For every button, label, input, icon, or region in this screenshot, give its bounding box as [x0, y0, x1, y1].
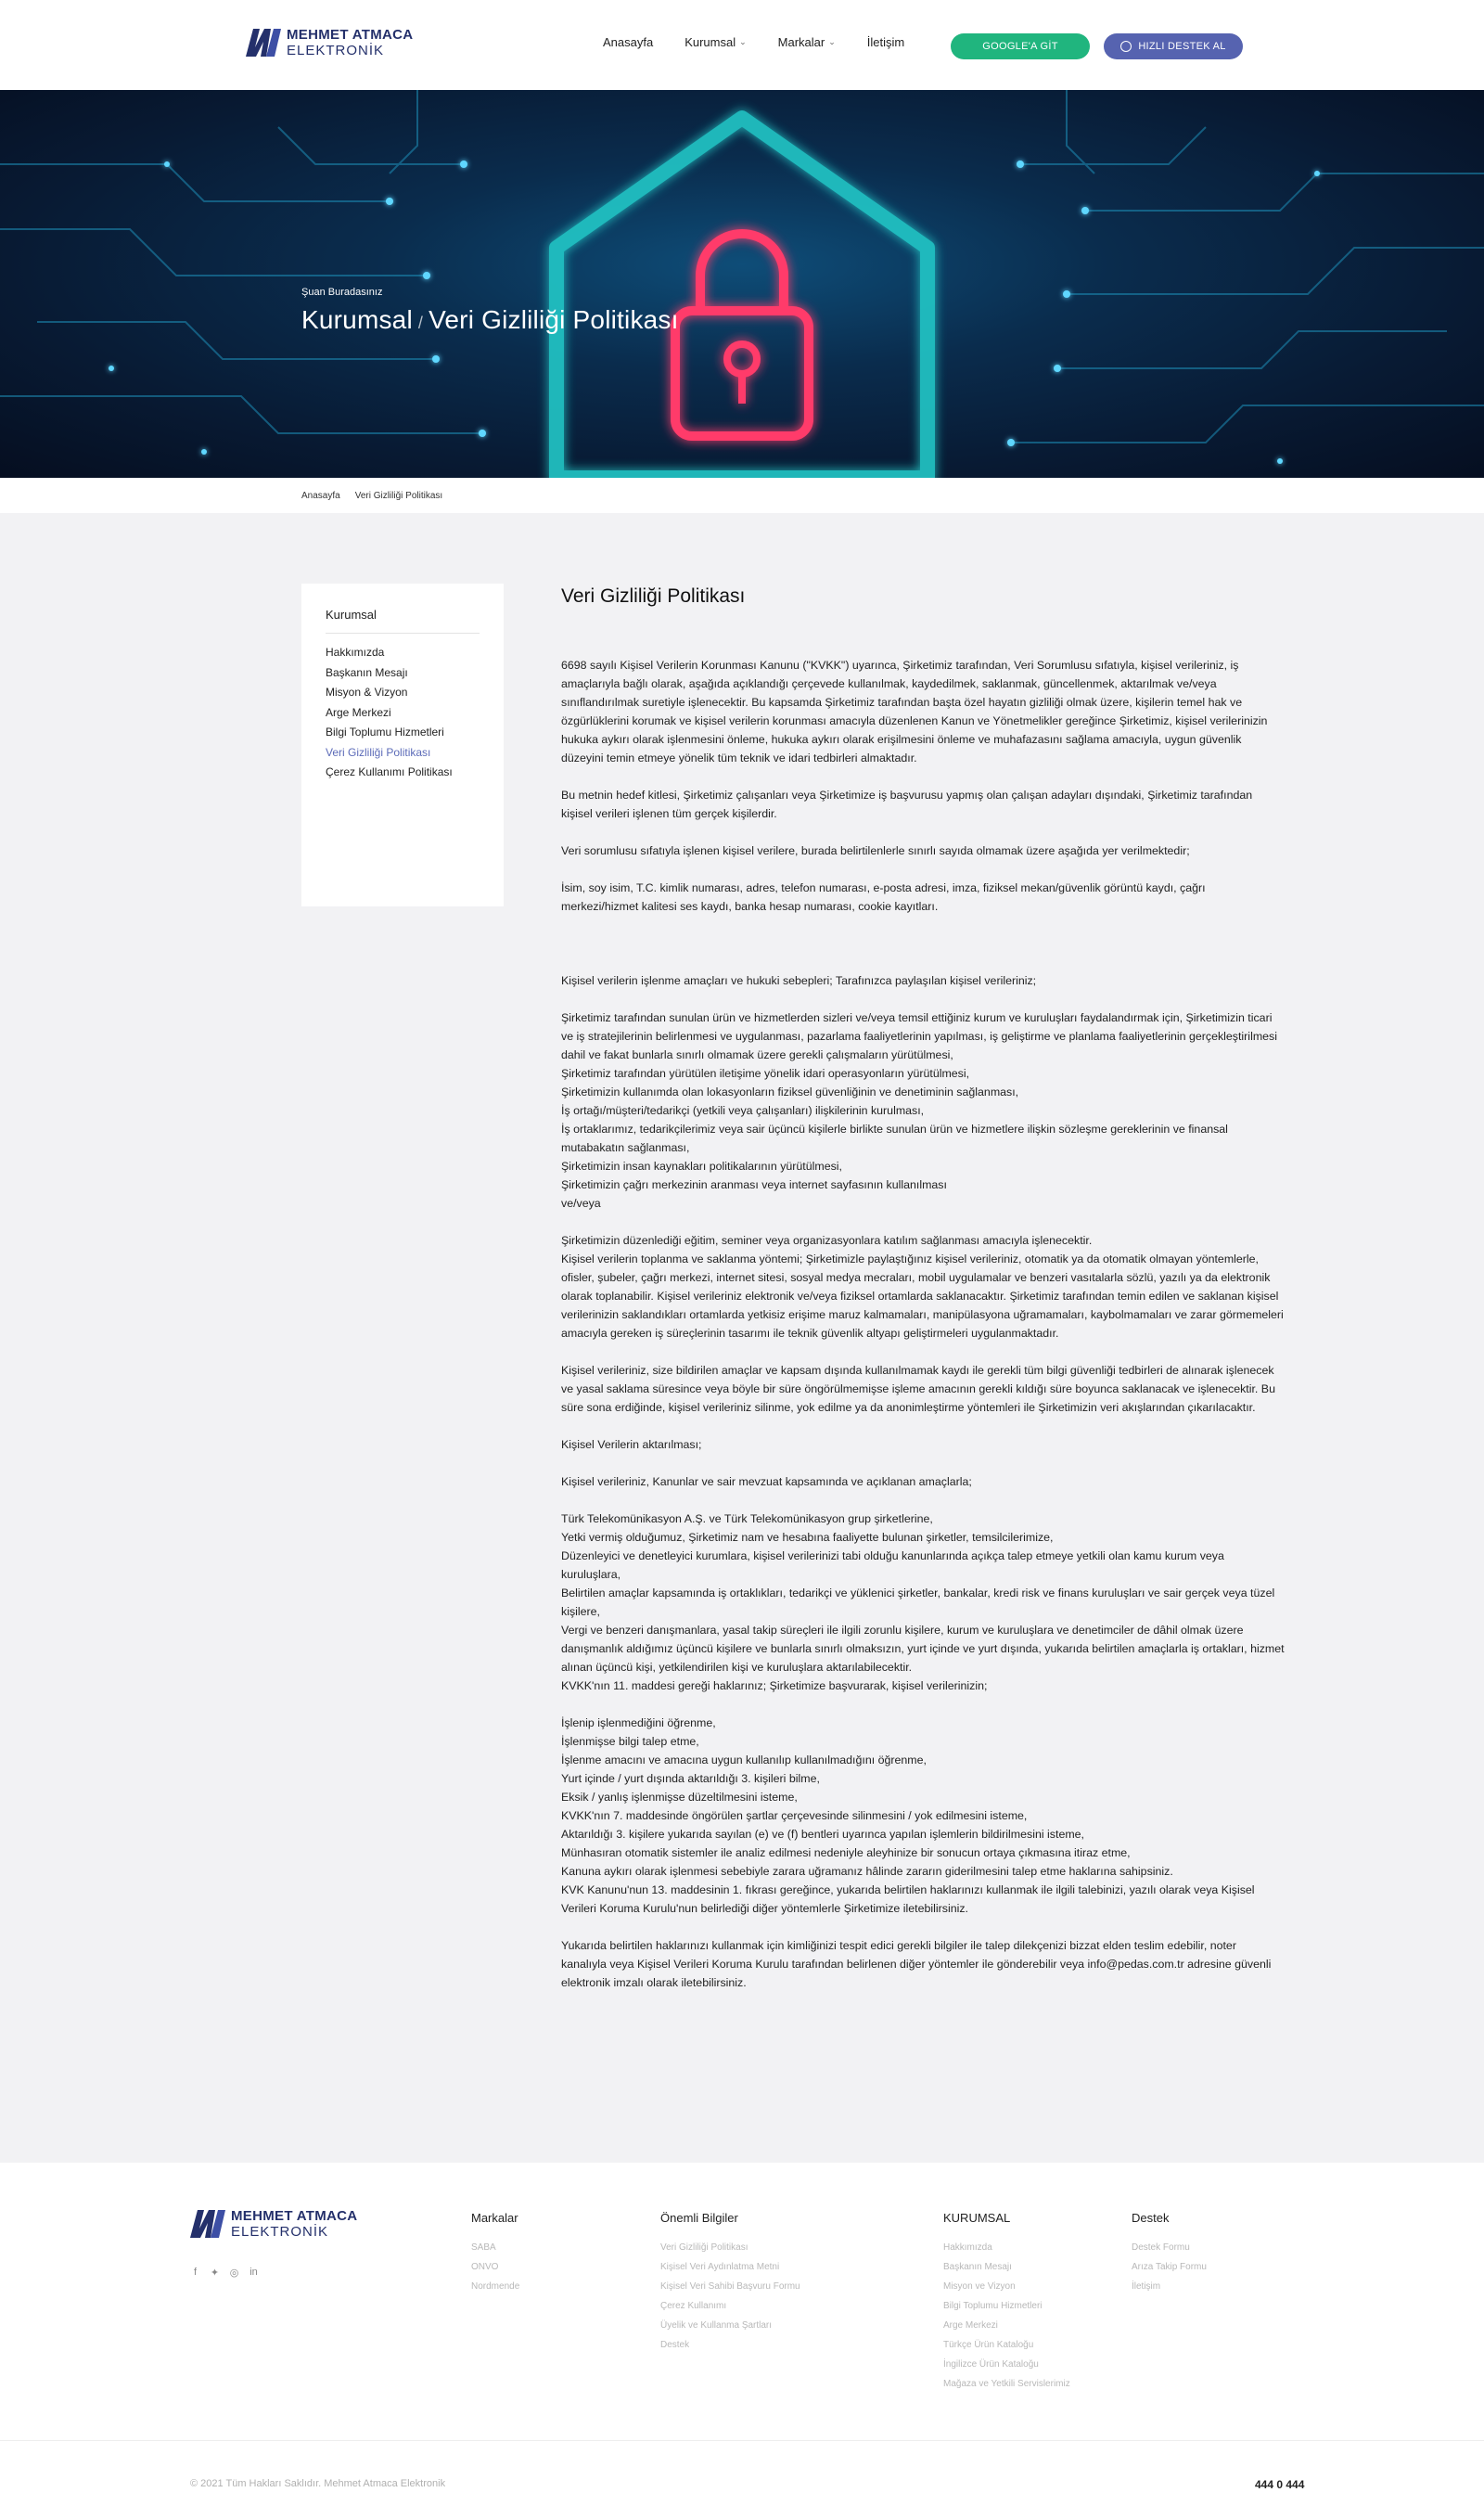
footer-link[interactable]: ONVO — [471, 2262, 499, 2272]
footer-link[interactable]: Nordmende — [471, 2281, 520, 2292]
footer-link[interactable]: Mağaza ve Yetkili Servislerimiz — [943, 2379, 1070, 2389]
logo-mark-icon — [246, 29, 281, 57]
support-button-label: HIZLI DESTEK AL — [1138, 41, 1226, 52]
footer-link[interactable]: Veri Gizliliği Politikası — [660, 2242, 748, 2253]
logo-mark-icon — [190, 2210, 225, 2238]
nav-item-kurumsal[interactable] — [684, 35, 746, 49]
hero-banner — [0, 90, 1484, 478]
footer-link[interactable]: Türkçe Ürün Kataloğu — [943, 2340, 1034, 2350]
logo-line-2: ELEKTRONİK — [287, 43, 385, 58]
sidebar-list — [326, 643, 480, 783]
sidebar-item-baskanin-mesaji[interactable]: Başkanın Mesajı — [326, 665, 408, 679]
footer-link[interactable]: Kişisel Veri Aydınlatma Metni — [660, 2262, 780, 2272]
footer-link[interactable]: Çerez Kullanımı — [660, 2301, 727, 2311]
social-links — [190, 2267, 259, 2279]
sidebar-item-arge-merkezi[interactable]: Arge Merkezi — [326, 705, 391, 719]
footer-logo[interactable] — [190, 2209, 357, 2239]
footer-column-onemli-bilgiler — [660, 2211, 800, 2355]
hero-title-part1: Kurumsal — [301, 305, 413, 334]
footer-link[interactable]: Destek Formu — [1132, 2242, 1190, 2253]
main-nav — [603, 35, 936, 49]
nav-item-anasayfa[interactable] — [603, 35, 653, 49]
footer-link[interactable]: Destek — [660, 2340, 690, 2350]
footer-logo-line-1: MEHMET ATMACA — [231, 2208, 358, 2224]
google-button[interactable]: GOOGLE'A GİT — [951, 33, 1090, 59]
footer-column-title: KURUMSAL — [943, 2211, 1011, 2225]
nav-label: Kurumsal — [684, 35, 736, 49]
article-title: Veri Gizliliği Politikası — [561, 585, 746, 607]
footer-column-title: Markalar — [471, 2211, 518, 2225]
breadcrumb — [0, 478, 1484, 513]
sidebar-item-veri-gizliligi[interactable]: Veri Gizliliği Politikası — [326, 745, 431, 759]
chevron-down-icon: ⌄ — [739, 37, 747, 46]
sidebar-item-misyon-vizyon[interactable]: Misyon & Vizyon — [326, 686, 408, 699]
footer-column-destek — [1132, 2211, 1207, 2296]
sidebar-item-bilgi-toplumu[interactable]: Bilgi Toplumu Hizmetleri — [326, 726, 444, 739]
footer-column-title: Destek — [1132, 2211, 1170, 2225]
footer-link[interactable]: İletişim — [1132, 2281, 1161, 2292]
twitter-icon[interactable]: ✦ — [210, 2267, 220, 2279]
footer-column-markalar — [471, 2211, 519, 2296]
nav-label: Anasayfa — [603, 35, 654, 49]
footer-column-kurumsal — [943, 2211, 1070, 2394]
support-button[interactable] — [1104, 33, 1243, 59]
lifebuoy-icon — [1120, 41, 1132, 52]
main-content-area — [0, 513, 1484, 2163]
footer-link[interactable]: Başkanın Mesajı — [943, 2262, 1012, 2272]
footer-link[interactable]: Arge Merkezi — [943, 2320, 998, 2331]
phone-number[interactable]: 444 0 444 — [1255, 2478, 1305, 2491]
breadcrumb-home[interactable]: Anasayfa — [301, 490, 340, 501]
nav-item-markalar[interactable] — [778, 35, 836, 49]
site-header — [0, 0, 1484, 90]
logo-line-1: MEHMET ATMACA — [287, 27, 414, 43]
nav-label: Markalar — [777, 35, 825, 49]
sidebar-item-hakkimizda[interactable]: Hakkımızda — [326, 646, 385, 659]
footer-link[interactable]: Kişisel Veri Sahibi Başvuru Formu — [660, 2281, 800, 2292]
footer-link[interactable]: SABA — [471, 2242, 496, 2253]
footer-divider — [0, 2440, 1484, 2441]
footer-logo-line-2: ELEKTRONİK — [231, 2224, 329, 2240]
breadcrumb-current: Veri Gizliliği Politikası — [354, 490, 443, 501]
sidebar-heading: Kurumsal — [326, 608, 480, 634]
footer-link[interactable]: Misyon ve Vizyon — [943, 2281, 1016, 2292]
footer-link[interactable]: İngilizce Ürün Kataloğu — [943, 2359, 1039, 2370]
sidebar — [301, 584, 504, 906]
facebook-icon[interactable]: f — [193, 2267, 198, 2278]
policy-article — [561, 585, 1285, 1992]
hero-subtitle: Şuan Buradasınız — [301, 287, 383, 298]
site-logo[interactable] — [246, 28, 413, 58]
footer-link[interactable]: Üyelik ve Kullanma Şartları — [660, 2320, 773, 2331]
chevron-down-icon: ⌄ — [828, 37, 836, 46]
footer-link[interactable]: Bilgi Toplumu Hizmetleri — [943, 2301, 1043, 2311]
hero-lock-illustration — [0, 90, 1484, 478]
instagram-icon[interactable]: ◎ — [229, 2267, 239, 2279]
nav-item-iletisim[interactable] — [867, 35, 904, 49]
hero-title-separator: / — [417, 314, 424, 332]
hero-title-part2: Veri Gizliliği Politikası — [429, 305, 679, 334]
footer-link[interactable]: Hakkımızda — [943, 2242, 992, 2253]
sidebar-item-cerez-politikasi[interactable]: Çerez Kullanımı Politikası — [326, 765, 453, 778]
footer-column-title: Önemli Bilgiler — [660, 2211, 738, 2225]
footer-link[interactable]: Arıza Takip Formu — [1132, 2262, 1207, 2272]
linkedin-icon[interactable]: in — [249, 2267, 258, 2278]
nav-label: İletişim — [866, 35, 905, 49]
page-title — [301, 305, 679, 335]
copyright: © 2021 Tüm Hakları Saklıdır. Mehmet Atmaca Elektronik — [190, 2478, 446, 2489]
article-body: 6698 sayılı Kişisel Verilerin Korunması Kanunu ("KVKK") uyarınca, Şirketimiz tarafından, Veri Sorumlusu sıfatıyla, kişisel verileriniz, iş amaçlarıyla bağlı olarak, aşağıda açıklandığı çerçevede kullanılmak, kaydedilmek, saklanmak, güncellenmek, aktarılmak ve/veya sınıflandırılmak suretiyle işlenecektir. Bu kapsamda Şirketimiz tarafından başta özel hayatın gizliliği olmak üzere, kişilerin temel hak ve özgürlüklerini korumak ve kişisel verilerin korunması amacıyla düzenlenen Kanun ve Yönetmelikler gereğince Şirketimiz, kişisel verilerinizin hukuka aykırı olarak işlenmesini önleme, hukuka aykırı olarak erişilmesini önleme ve muhafazasını sağlama amacıyla, uygun güvenlik düzeyini temin etmeye yönelik tüm teknik ve idari tedbirleri almaktadır. Bu metnin hedef kitlesi, Şirketimiz çalışanları veya Şirketimize iş başvurusu yapmış olan çalışan adayları dışındaki, Şirketimiz tarafından kişisel verileri işlenen tüm gerçek kişilerdir. Veri sorumlusu sıfatıyla işlenen kişisel verilere, burada belirtilenlerle sınırlı sayıda olmamak üzere aşağıda yer verilmektedir; İsim, soy isim, T.C. kimlik numarası, adres, telefon numarası, e-posta adresi, imza, fiziksel mekan/güvenlik görüntü kaydı, çağrı merkezi/hizmet kalitesi ses kaydı, banka hesap numarası, cookie kayıtları. Kişisel verilerin işlenme amaçları ve hukuki sebepleri; Tarafınızca paylaşılan kişisel verileriniz; Şirketimiz tarafından sunulan ürün ve hizmetlerden sizleri ve/veya temsil ettiğiniz kurum ve kuruluşları faydalandırmak için, Şirketimizin ticari ve iş stratejilerinin belirlenmesi ve uygulanması, pazarlama faaliyetlerinin yapılması, iş geliştirme ve planlama faaliyetlerinin gerçekleştirilmesi dahil ve fakat bunlarla sınırlı olmamak üzere gerekli çalışmaların yürütülmesi, Şirketimiz tarafından yürütülen iletişime yönelik idari operasyonların yürütülmesi, Şirketimizin kullanımda olan lokasyonların fiziksel güvenliğinin ve denetiminin sağlanması, İş ortağı/müşteri/tedarikçi (yetkili veya çalışanları) ilişkilerinin kurulması, İş ortaklarımız, tedarikçilerimiz veya sair üçüncü kişilerle birlikte sunulan ürün ve hizmetlere ilişkin sözleşme gereklerinin ve finansal mutabakatın sağlanması, Şirketimizin insan kaynakları politikalarının yürütülmesi, Şirketimizin çağrı merkezinin aranması veya internet sayfasının kullanılması ve/veya Şirketimizin düzenlediği eğitim, seminer veya organizasyonlara katılım sağlanması amacıyla işlenecektir. Kişisel verilerin toplanma ve saklanma yöntemi; Şirketimizle paylaştığınız kişisel verileriniz, otomatik ya da otomatik olmayan yöntemlerle, ofisler, şubeler, çağrı merkezi, internet sitesi, sosyal medya mecraları, mobil uygulamalar ve benzeri vasıtalarla sözlü, yazılı ya da elektronik olarak toplanabilir. Kişisel verileriniz elektronik ve/veya fiziksel ortamlarda saklanacaktır. Şirketimiz tarafından temin edilen ve saklanan kişisel verilerinizin saklandıkları ortamlarda yetkisiz erişime maruz kalmamaları, manipülasyona uğramamaları, kaybolmamaları ve zarar görmemeleri amacıyla gereken iş süreçlerinin tasarımı ile teknik güvenlik altyapı geliştirmeleri uygulanmaktadır. Kişisel verileriniz, size bildirilen amaçlar ve kapsam dışında kullanılmamak kaydı ile gerekli tüm bilgi güvenliği tedbirleri de alınarak işlenecek ve yasal saklama süresince veya böyle bir süre öngörülmemişse işleme amacının gerekli kıldığı süre boyunca saklanacak ve işlenecektir. Bu süre sona erdiğinde, kişisel verileriniz silinme, yok edilme ya da anonimleştirme yöntemleri ile Şirketimizin veri akışlarından çıkarılacaktır. Kişisel Verilerin aktarılması; Kişisel verileriniz, Kanunlar ve sair mevzuat kapsamında ve açıklanan amaçlarla; Türk Telekomünikasyon A.Ş. ve Türk Telekomünikasyon grup şirketlerine, Yetki vermiş olduğumuz, Şirketimiz nam ve hesabına faaliyette bulunan şirketler, temsilcilerimize, Düzenleyici ve denetleyici kurumlara, kişisel verilerinizi tabi olduğu kanunlarında açıkça talep etmeye yetkili olan kamu kurum veya kuruluşlara, Belirtilen amaçlar kapsamında iş ortaklıkları, tedarikçi ve yüklenici şirketler, bankalar, kredi risk ve finans kuruluşları ve sair gerçek veya tüzel kişilere, Vergi ve benzeri danışmanlara, yasal takip süreçleri ile ilgili zorunlu kişilere, kurum ve kuruluşlara ve denetimciler de dâhil olmak üzere danışmanlık aldığımız üçüncü kişilere ve bunlarla sınırlı olmaksızın, yurt içinde ve yurt dışında, yukarıda belirtilen amaçlarla iş ortakları, hizmet alınan üçüncü kişi, yetkilendirilen kişi ve kuruluşlara aktarılabilecektir. KVKK'nın 11. maddesi gereği haklarınız; Şirketimize başvurarak, kişisel verilerinizin; İşlenip işlenmediğini öğrenme, İşlenmişse bilgi talep etme, İşlenme amacını ve amacına uygun kullanılıp kullanılmadığını öğrenme, Yurt içinde / yurt dışında aktarıldığı 3. kişileri bilme, Eksik / yanlış işlenmişse düzeltilmesini isteme, KVKK'nın 7. maddesinde öngörülen şartlar çerçevesinde silinmesini / yok edilmesini isteme, Aktarıldığı 3. kişilere yukarıda sayılan (e) ve (f) bentleri uyarınca yapılan işlemlerin bildirilmesini isteme, Münhasıran otomatik sistemler ile analiz edilmesi nedeniyle aleyhinize bir sonucun ortaya çıkmasına itiraz etme, Kanuna aykırı olarak işlenmesi sebebiyle zarara uğramanız hâlinde zararın giderilmesini talep etme haklarına sahipsiniz. KVK Kanunu'nun 13. maddesinin 1. fıkrası gereğince, yukarıda belirtilen haklarınızı kullanmak ile ilgili talebinizi, yazılı olarak veya Kişisel Verileri Koruma Kurulu'nun belirlediği diğer yöntemlerle Şirketimize iletebilirsiniz. Yukarıda belirtilen haklarınızı kullanmak için kimliğinizi tespit edici gerekli bilgiler ile talep dilekçenizi bizzat elden teslim edebilir, noter kanalıyla veya Kişisel Verileri Koruma Kurulu tarafından belirlenen diğer yöntemler ile gönderebilir veya info@pedas.com.tr adresine güvenli elektronik imzalı olarak iletebilirsiniz. — [561, 659, 1285, 1989]
site-footer — [0, 2163, 1484, 2518]
